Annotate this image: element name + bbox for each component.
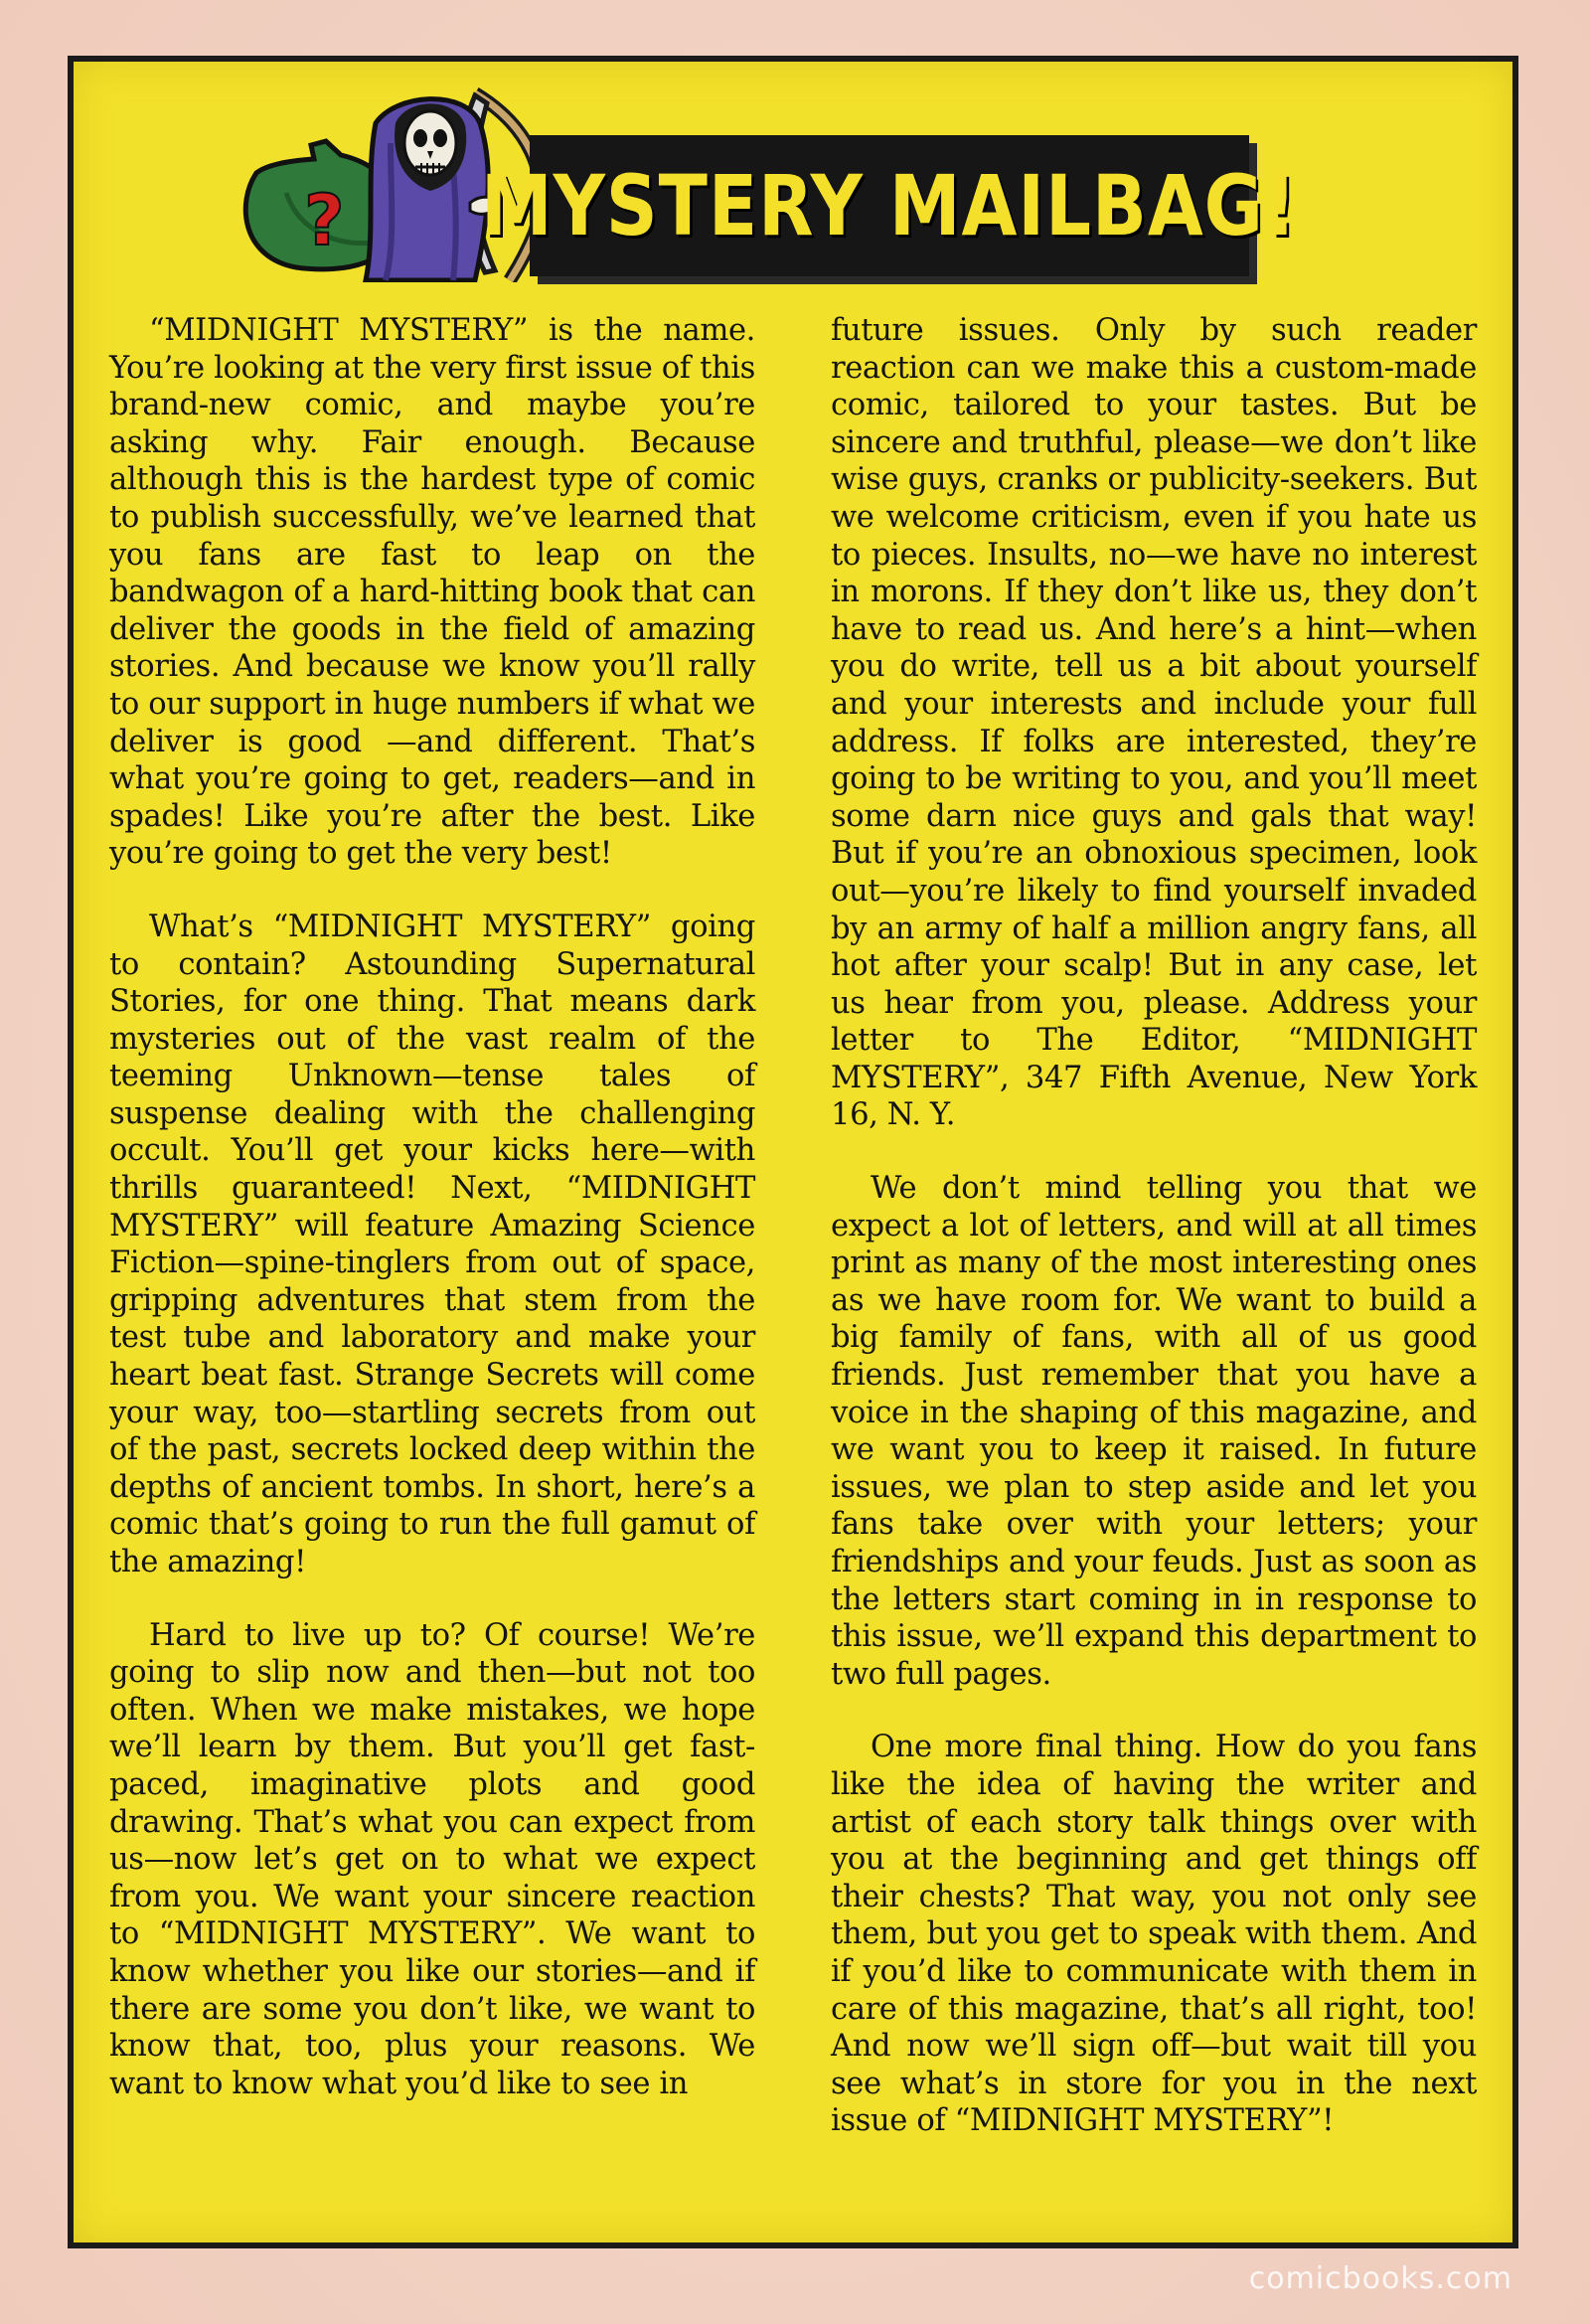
right-paragraph-3: One more final thing. How do you fans like the idea of having the writer and artist of each story talk things over with you at the beginning and get things off their chests? That way, you not only see them, but you get to speak with them. And if you’d like to communicate with them in care of this magazine, that’s all right, too! And now we’ll sign off—but wait till you see what’s in store for you in the next issue of “MIDNIGHT MYSTERY”! [831,1730,1477,2139]
left-paragraph-3: Hard to live up to? Of course! We’re going to slip now and then—but not too often. When we make mistakes, we hope we’ll learn by them. But you’ll get fast-paced, imaginative plots and good drawing. That’s what you can expect from us—now let’s get on to what we expect from you. We want your sincere reaction to “MIDNIGHT MYSTERY”. We want to know whether you like our stories—and if there are some you don’t like, we want to know that, too, plus your reasons. We want to know what you’d like to see in [109,1617,755,2101]
right-paragraph-1: future issues. Only by such reader reaction can we make this a custom-made comic, tailored to your tastes. But be sincere and truthful, please—we don’t like wise guys, cranks or publicity-seekers. But we welcome criticism, even if you hate us to pieces. Insults, no—we have no interest in morons. If they don’t like us, they don’t have to read us. And here’s a hint—when you do write, tell us a bit about yourself and your interests and include your full address. If folks are interested, they’re going to be writing to you, and you’ll meet some darn nice guys and gals that way! But if you’re an obnoxious specimen, look out—you’re likely to find yourself invaded by an army of half a million angry fans, all hot after your scalp! But in any case, let us hear from you, please. Address your letter to The Editor, “MIDNIGHT MYSTERY”, 347 Fifth Avenue, New York 16, N. Y. [831,313,1477,1133]
mailbag-header [227,83,1298,282]
left-column [109,312,755,2138]
left-paragraph-1: “MIDNIGHT MYSTERY” is the name. You’re looking at the very first issue of this brand-new comic, and maybe you’re asking why. Fair enough. Because although this is the hardest type of comic to publish successfully, we’ve learned that you fans are fast to leap on the bandwagon of a hard-hitting book that can deliver the goods in the field of amazing stories. And because we know you’ll rally to our support in huge numbers if what we deliver is good —and different. That’s what you’re going to get, readers—and in spades! Like you’re after the best. Like you’re going to get the very best! [109,313,755,872]
left-paragraph-2: What’s “MIDNIGHT MYSTERY” going to contain? Astounding Supernatural Stories, for one thing. That means dark mysteries out of the vast realm of the teeming Unknown—tense tales of suspense dealing with the challenging occult. You’ll get your kicks here—with thrills guaranteed! Next, “MIDNIGHT MYSTERY” will feature Amazing Science Fiction—spine-tinglers from out of space, gripping adventures that stem from the test tube and laboratory and make your heart beat fast. Strange Secrets will come your way, too—startling secrets from out of the past, secrets locked deep within the depths of ancient tombs. In short, here’s a comic that’s going to run the full gamut of the amazing! [109,909,755,1579]
right-paragraph-2: We don’t mind telling you that we expect a lot of letters, and will at all times print as many of the most interesting ones as we have room for. We want to build a big family of fans, with all of us good friends. Just remember that you have a voice in the shaping of this magazine, and we want you to keep it raised. In future issues, we plan to step aside and let you fans take over with your letters; your friendships and your feuds. Just as soon as the letters start coming in in response to this issue, we’ll expand this department to two full pages. [831,1171,1477,1692]
svg-text:?: ? [304,180,345,261]
right-column [831,312,1477,2176]
title-banner [481,135,1298,276]
letter-columns [109,312,1491,2201]
page-title: MYSTERY MAILBAG! [481,157,1298,254]
site-watermark: comicbooks.com [1248,2261,1512,2296]
